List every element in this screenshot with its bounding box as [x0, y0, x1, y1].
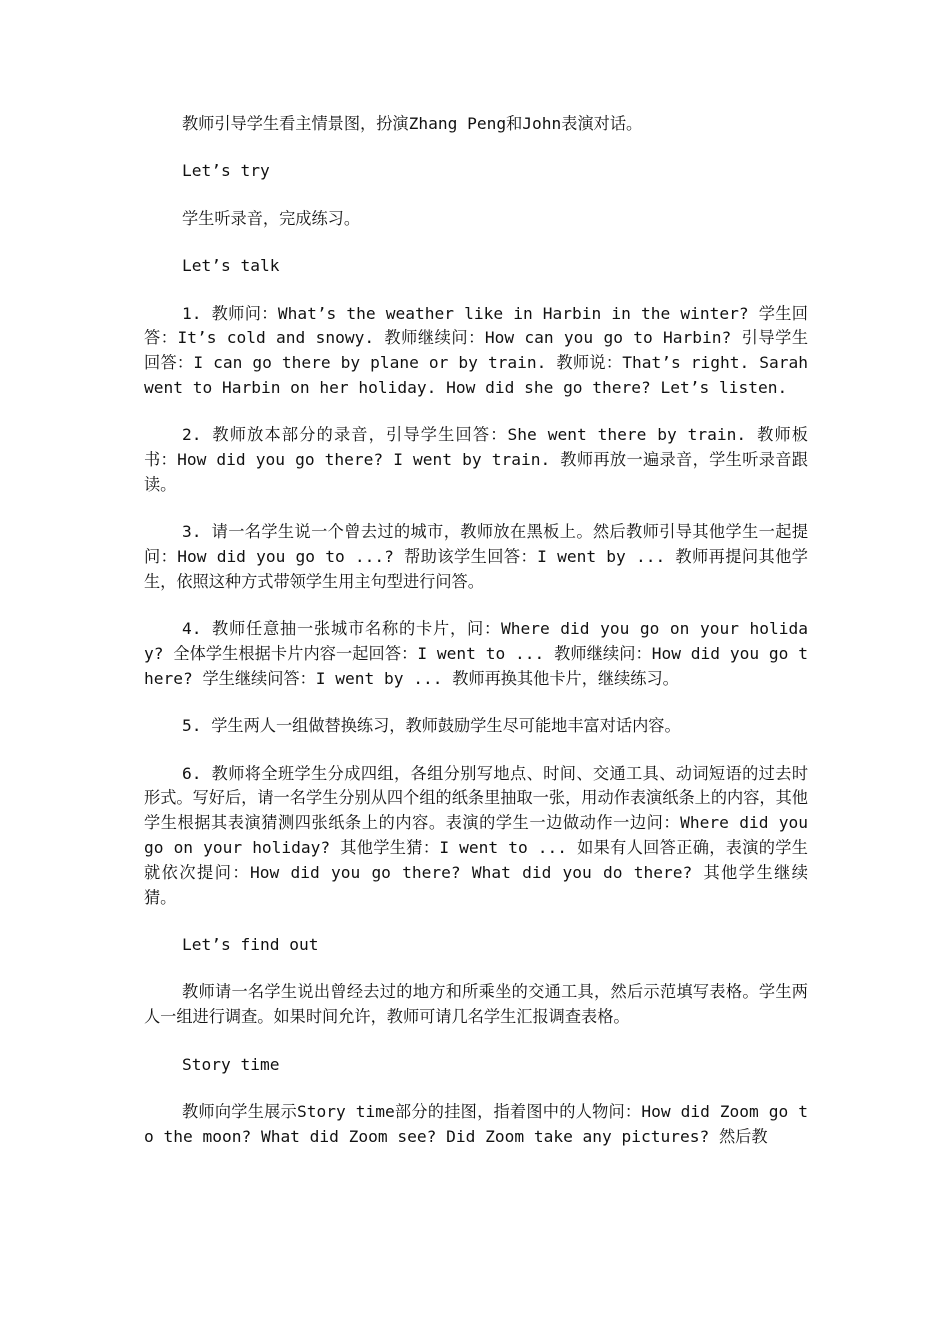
story-time-paragraph: 教师向学生展示Story time部分的挂图，指着图中的人物问：How did Zoom go to the moon? What did Zoom see? Did Zoom take any pictures? 然后教	[144, 1102, 808, 1146]
intro-paragraph: 教师引导学生看主情景图，扮演Zhang Peng和John表演对话。	[182, 114, 643, 133]
lets-talk-step-4: 4. 教师任意抽一张城市名称的卡片，问：Where did you go on your holiday? 全体学生根据卡片内容一起回答：I went to ... 教师继续问：How did you go there? 学生继续问答：I went by ... 教师再换其他卡片，继续练习。	[144, 619, 808, 688]
lets-talk-step-2: 2. 教师放本部分的录音，引导学生回答：She went there by train. 教师板书：How did you go there? I went by train. 教师再放一遍录音，学生听录音跟读。	[144, 425, 808, 494]
lets-talk-step-5: 5. 学生两人一组做替换练习，教师鼓励学生尽可能地丰富对话内容。	[182, 716, 681, 736]
lets-talk-step-3: 3. 请一名学生说一个曾去过的城市，教师放在黑板上。然后教师引导其他学生一起提问：How did you go to ...? 帮助该学生回答：I went by ... 教师再提问其他学生，依照这种方式带领学生用主句型进行问答。	[144, 522, 808, 591]
document-page	[144, 112, 808, 1172]
section-heading-lets-talk: Let’s talk	[182, 256, 280, 276]
lets-find-out-paragraph: 教师请一名学生说出曾经去过的地方和所乘坐的交通工具，然后示范填写表格。学生两人一组进行调查。如果时间允许，教师可请几名学生汇报调查表格。	[144, 982, 808, 1027]
lets-try-paragraph: 学生听录音，完成练习。	[182, 208, 361, 228]
section-heading-lets-find-out: Let’s find out	[182, 935, 319, 955]
lets-talk-step-1: 1. 教师问：What’s the weather like in Harbin in the winter? 学生回答：It’s cold and snowy. 教师继续问：How can you go to Harbin? 引导学生回答：I can go there by plane or by train. 教师说：That’s right. Sarah went to Harbin on her holiday. How did she go there? Let’s listen.	[144, 303, 808, 397]
section-heading-story-time: Story time	[182, 1054, 280, 1074]
section-heading-lets-try: Let’s try	[182, 161, 270, 181]
lets-talk-step-6: 6. 教师将全班学生分成四组，各组分别写地点、时间、交通工具、动词短语的过去时形式。写好后，请一名学生分别从四个组的纸条里抽取一张，用动作表演纸条上的内容，其他学生根据其表演猜测四张纸条上的内容。表演的学生一边做动作一边问：Where did you go on your holiday? 其他学生猜：I went to ... 如果有人回答正确，表演的学生就依次提问：How did you go there? What did you do there? 其他学生继续猜。	[144, 763, 808, 907]
